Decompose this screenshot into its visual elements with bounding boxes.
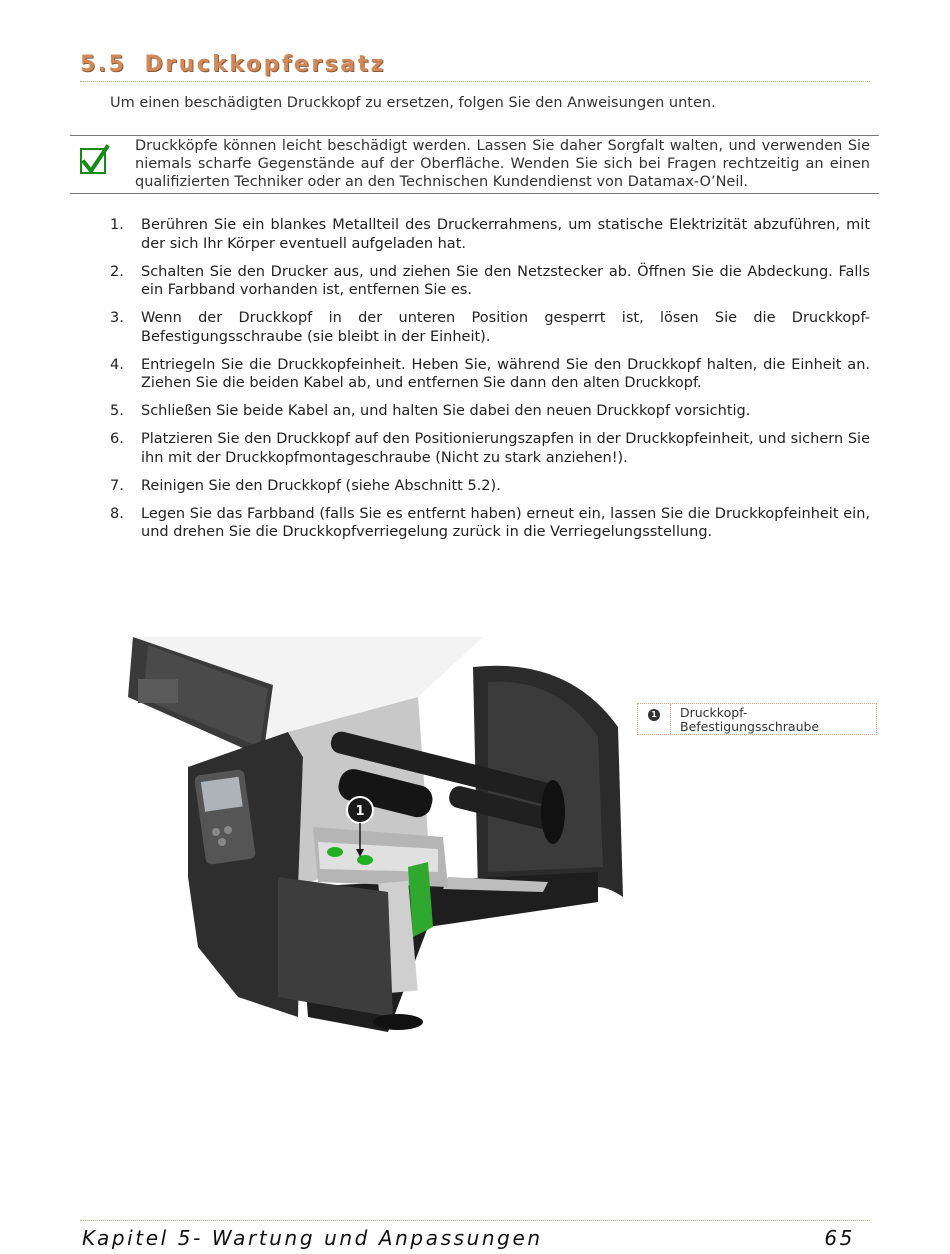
step-number: 8. [110,505,124,522]
list-item [110,402,870,421]
note-box [70,135,879,194]
step-number: 7. [110,477,124,494]
list-item [110,505,870,542]
step-number: 3. [110,310,124,326]
step-text: Schalten Sie den Drucker aus, und ziehen Sie den Netzstecker ab. Öffnen Sie die Abdeckung. Falls ein Farbband vorhanden ist, entfernen Sie es. [141,263,870,298]
step-number: 1. [110,217,124,233]
step-text: Platzieren Sie den Druckkopf auf den Positionierungszapfen in der Druckkopfeinheit, und sichern Sie ihn mit der Druckkopfmontageschraube (Nicht zu stark anziehen!). [141,431,870,466]
list-item [110,477,870,496]
intro-paragraph: Um einen beschädigten Druckkopf zu ersetzen, folgen Sie den Anweisungen unten. [110,95,716,111]
list-item [110,430,870,467]
step-text: Berühren Sie ein blankes Metallteil des Druckerrahmens, um statische Elektrizität abzuführen, mit der sich Ihr Körper eventuell aufgeladen hat. [141,217,870,252]
list-item [110,263,870,300]
section-heading [80,52,870,82]
step-number: 6. [110,431,124,447]
list-item [110,216,870,253]
green-checkbox-icon [80,148,106,174]
list-item [110,356,870,393]
section-number: 5.5 [80,52,127,77]
callout-marker-number: 1 [355,804,365,819]
page-footer [80,1220,870,1251]
step-text: Schließen Sie beide Kabel an, und halten Sie dabei den neuen Druckkopf vorsichtig. [141,403,751,419]
step-text: Wenn der Druckkopf in der unteren Position gesperrt ist, lösen Sie die Druckkopf-Befestigungsschraube (sie bleibt in der Einheit). [141,310,870,345]
step-text: Reinigen Sie den Druckkopf (siehe Abschnitt 5.2). [141,477,501,494]
list-item [110,309,870,346]
printer-illustration [128,637,628,1037]
callout-legend [637,703,877,735]
callout-divider [670,704,671,734]
footer-chapter: Kapitel 5- Wartung und Anpassungen [82,1226,543,1250]
step-number: 2. [110,263,124,280]
step-text: Legen Sie das Farbband (falls Sie es entfernt haben) erneut ein, lassen Sie die Druckkopfeinheit ein, und drehen Sie die Druckkopfverriegelung zurück in die Verriegelungsstellung. [141,505,870,540]
step-number: 5. [110,403,124,419]
note-text: Druckköpfe können leicht beschädigt werden. Lassen Sie daher Sorgfalt walten, und verwenden Sie niemals scharfe Gegenstände auf der Oberfläche. Wenden Sie sich bei Fragen rechtzeitig an einen qualifizierten Techniker oder an den Technischen Kundendienst von Datamax-O’Neil. [135,138,870,190]
page-number: 65 [824,1226,855,1250]
callout-number: 1 [648,709,660,721]
callout-label: Druckkopf-Befestigungsschraube [680,705,820,734]
section-title: Druckkopfersatz [144,52,386,77]
step-number: 4. [110,356,124,373]
step-text: Entriegeln Sie die Druckkopfeinheit. Heben Sie, während Sie den Druckkopf halten, die Einheit an. Ziehen Sie die beiden Kabel ab, und entfernen Sie dann den alten Druckkopf. [141,356,870,391]
steps-list [110,216,870,551]
